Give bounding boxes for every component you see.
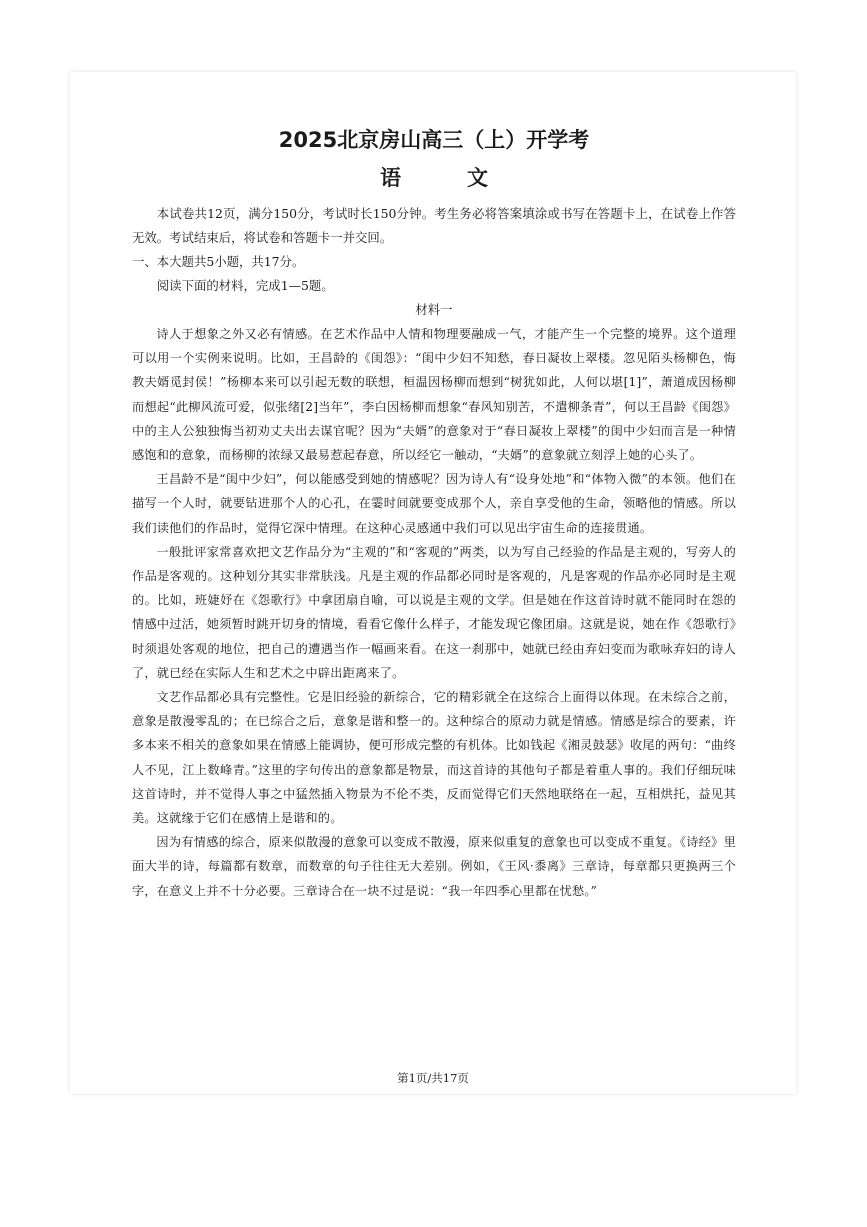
subject-title: 语 文 xyxy=(379,166,518,190)
page-number: 第1页/共17页 xyxy=(397,1071,469,1085)
exam-title: 2025北京房山高三（上）开学考 xyxy=(278,128,590,152)
exam-instructions: 本试卷共12页，满分150分，考试时长150分钟。考生务必将答案填涂或书写在答题卡上，在试卷上作答无效。考试结束后，将试卷和答题卡一并交回。 xyxy=(132,206,736,245)
material-title: 材料一 xyxy=(415,302,453,317)
reading-prompt: 阅读下面的材料，完成1—5题。 xyxy=(156,278,334,293)
material-paragraph: 诗人于想象之外又必有情感。在艺术作品中人情和物理要融成一气，才能产生一个完整的境界。这个道理可以用一个实例来说明。比如，王昌龄的《闺怨》：“闺中少妇不知愁，春日凝妆上翠楼。忽见陌头杨柳色，悔教夫婿觅封侯！”杨柳本来可以引起无数的联想，桓温因杨柳而想到“树犹如此，人何以堪[1]”，萧道成因杨柳而想起“此柳风流可爱，似张绪[2]当年”，李白因杨柳而想象“春风知别苦，不遣柳条青”，何以王昌龄《闺怨》中的主人公独独悔当初劝丈夫出去谋官呢？因为“夫婿”的意象对于“春日凝妆上翠楼”的闺中少妇而言是一种情感饱和的意象，而杨柳的浓绿又最易惹起春意，所以经它一触动，“夫婿”的意象就立刻浮上她的心头了。 xyxy=(132,327,736,463)
material-paragraph: 一般批评家常喜欢把文艺作品分为“主观的”和“客观的”两类，以为写自己经验的作品是主观的，写旁人的作品是客观的。这种划分其实非常肤浅。凡是主观的作品都必同时是客观的，凡是客观的作品亦必同时是主观的。比如，班婕妤在《怨歌行》中拿团扇自喻，可以说是主观的文学。但是她在作这首诗时就不能同时在怨的情感中过活，她须暂时跳开切身的情境，看看它像什么样子，才能发现它像团扇。这就是说，她在作《怨歌行》时须退处客观的地位，把自己的遭遇当作一幅画来看。在这一刹那中，她就已经由弃妇变而为歌咏弃妇的诗人了，就已经在实际人生和艺术之中辟出距离来了。 xyxy=(132,544,736,680)
material-paragraph: 王昌龄不是“闺中少妇”，何以能感受到她的情感呢？因为诗人有“设身处地”和“体物入微”的本领。他们在描写一个人时，就要钻进那个人的心孔，在霎时间就要变成那个人，亲自享受他的生命，领略他的情感。所以我们读他们的作品时，觉得它深中情理。在这种心灵感通中我们可以见出宇宙生命的连接贯通。 xyxy=(132,472,736,535)
exam-page xyxy=(70,72,796,1094)
material-paragraph: 文艺作品都必具有完整性。它是旧经验的新综合，它的精彩就全在这综合上面得以体现。在未综合之前，意象是散漫零乱的；在已综合之后，意象是谐和整一的。这种综合的原动力就是情感。情感是综合的要素，许多本来不相关的意象如果在情感上能调协，便可形成完整的有机体。比如钱起《湘灵鼓瑟》收尾的两句：“曲终人不见，江上数峰青。”这里的字句传出的意象都是物景，而这首诗的其他句子都是着重人事的。我们仔细玩味这首诗时，并不觉得人事之中猛然插入物景为不伦不类，反而觉得它们天然地联络在一起，互相烘托，益见其美。这就缘于它们在感情上是谐和的。 xyxy=(132,690,736,826)
section-heading: 一、本大题共5小题，共17分。 xyxy=(132,254,305,269)
page-content xyxy=(132,124,736,903)
material-body xyxy=(132,322,736,903)
material-paragraph: 因为有情感的综合，原来似散漫的意象可以变成不散漫，原来似重复的意象也可以变成不重复。《诗经》里面大半的诗，每篇都有数章，而数章的句子往往无大差别。例如，《王风·黍离》三章诗，每章都只更换两三个字，在意义上并不十分必要。三章诗合在一块不过是说：“我一年四季心里都在忧愁。” xyxy=(132,835,736,898)
